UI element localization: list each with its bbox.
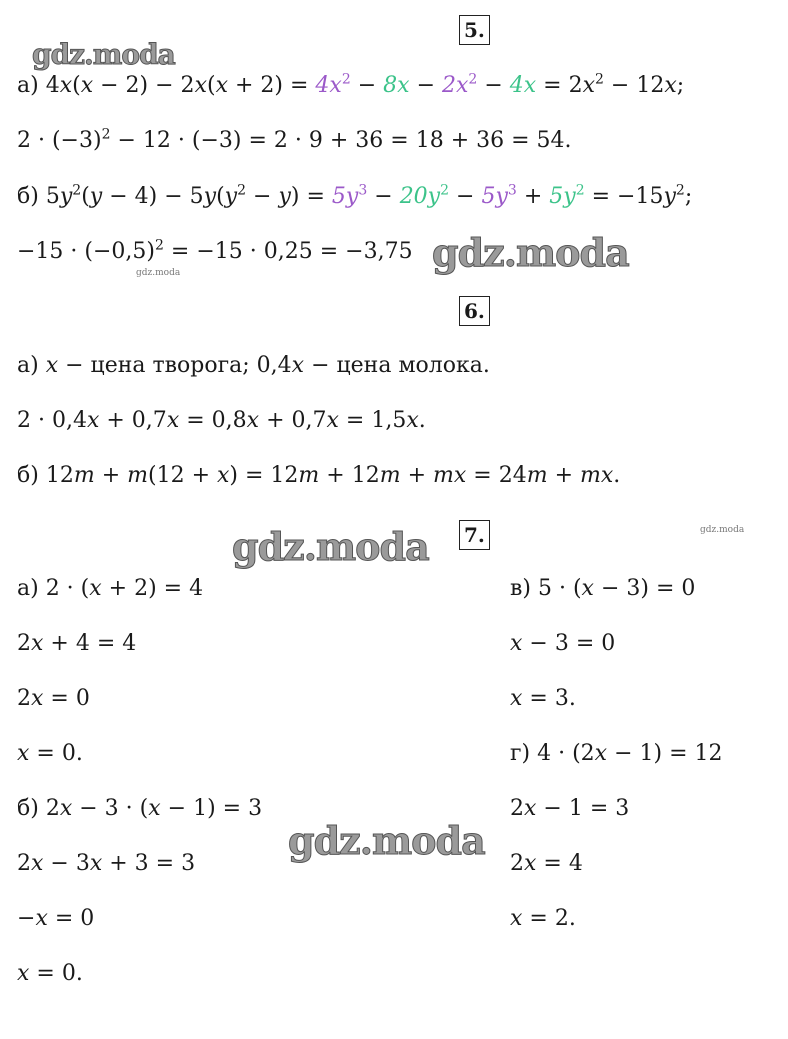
task7-a-line4: x = 0. — [17, 741, 83, 766]
watermark: gdz.moda — [288, 818, 485, 863]
task7-a-line2: 2x + 4 = 4 — [17, 631, 137, 656]
task7-b-line4: x = 0. — [17, 961, 83, 986]
task7-a-line3: 2x = 0 — [17, 686, 90, 711]
task7-v-line2: x − 3 = 0 — [510, 631, 616, 656]
watermark: gdz.moda — [32, 38, 175, 71]
task7-b-line2: 2x − 3x + 3 = 3 — [17, 851, 196, 876]
task-number-6: 6. — [459, 296, 490, 326]
task7-v-line1: в) 5 · (x − 3) = 0 — [510, 576, 696, 601]
task7-v-line3: x = 3. — [510, 686, 576, 711]
task7-g-line2: 2x − 1 = 3 — [510, 796, 630, 821]
watermark: gdz.moda — [136, 268, 181, 278]
watermark: gdz.moda — [432, 230, 629, 275]
task5-b-evaluation: $-15 \cdot (-0,5)^2 = -15 \cdot 0,25 = -3,75$ — [17, 237, 413, 264]
watermark: gdz.moda — [232, 524, 429, 569]
task7-g-line3: 2x = 4 — [510, 851, 583, 876]
task6-a-definitions: а) x − цена творога; 0,4x − цена молока. — [17, 353, 490, 378]
task6-a-expression: 2 · 0,4x + 0,7x = 0,8x + 0,7x = 1,5x. — [17, 408, 426, 433]
watermark: gdz.moda — [700, 525, 745, 535]
task5-a-expression: а) $4x(x - 2) - 2x(x + 2) = 4x^2 - 8x - 2x^2 - 4x = 2x^2 - 12x$; — [17, 71, 685, 98]
task7-g-line1: г) 4 · (2x − 1) = 12 — [510, 741, 723, 766]
task7-g-line4: x = 2. — [510, 906, 576, 931]
task7-b-line3: −x = 0 — [17, 906, 95, 931]
task-number-7: 7. — [459, 520, 490, 550]
task6-b-expression: б) 12m + m(12 + x) = 12m + 12m + mx = 24m + mx. — [17, 463, 621, 488]
task-number-5: 5. — [459, 15, 490, 45]
task7-a-line1: а) 2 · (x + 2) = 4 — [17, 576, 204, 601]
task7-b-line1: б) 2x − 3 · (x − 1) = 3 — [17, 796, 263, 821]
task5-a-evaluation: $2 \cdot (-3)^2 - 12 \cdot (-3) = 2 \cdot 9 + 36 = 18 + 36 = 54$. — [17, 126, 572, 153]
task5-b-expression: б) $5y^2(y - 4) - 5y(y^2 - y) = 5y^3 - 20y^2 - 5y^3 + 5y^2 = -15y^2$; — [17, 182, 693, 209]
